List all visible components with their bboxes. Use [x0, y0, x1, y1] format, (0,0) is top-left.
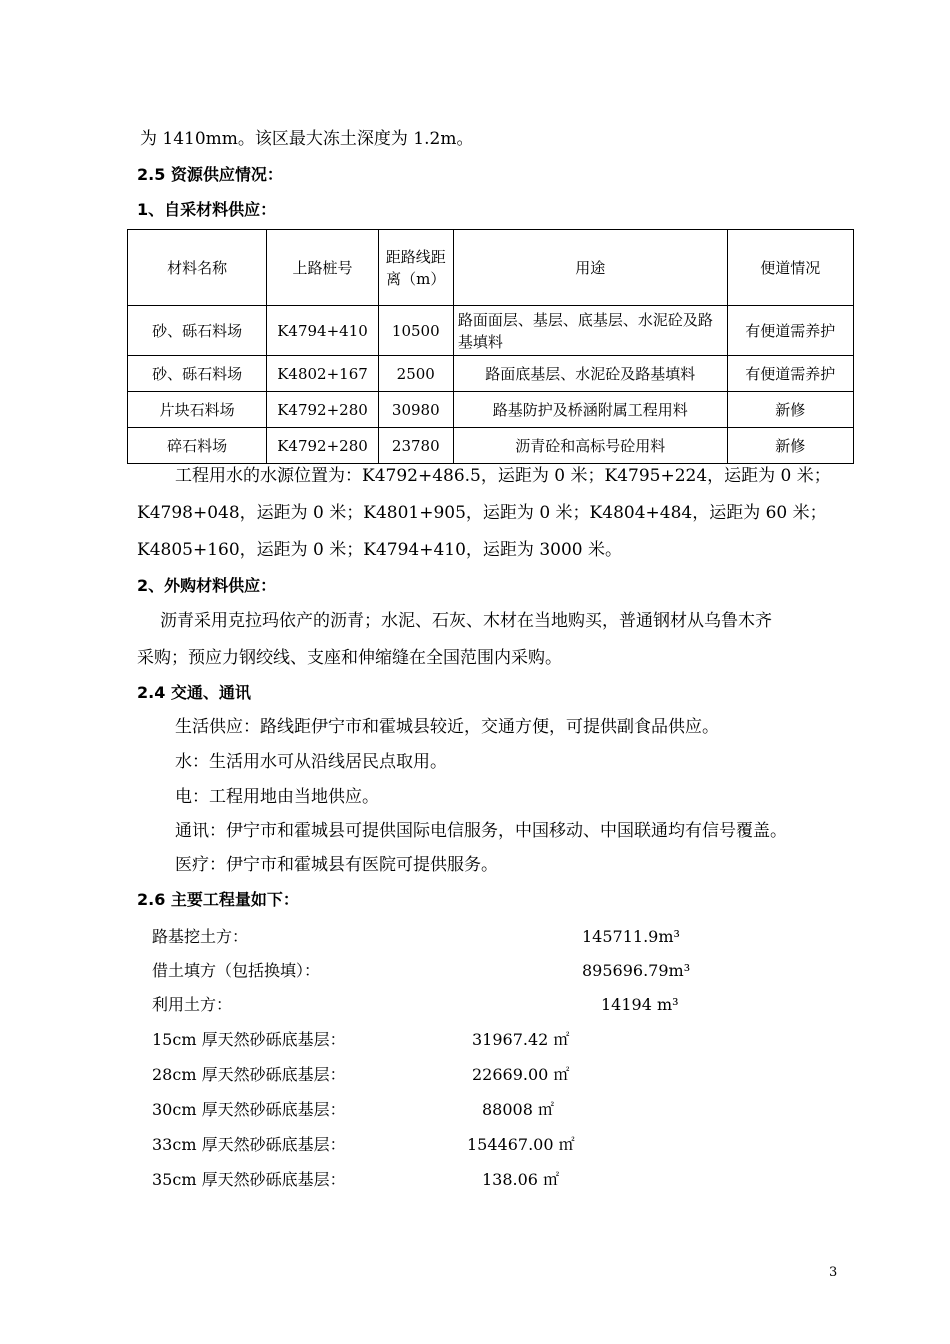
quantity-label: 28cm 厚天然砂砾底基层： — [152, 1065, 346, 1084]
table-row — [128, 428, 854, 464]
table-row — [128, 392, 854, 428]
table-cell: 有便道需养护 — [727, 306, 853, 356]
table-cell: 2500 — [378, 356, 453, 392]
traffic-line-medical: 医疗：伊宁市和霍城县有医院可提供服务。 — [175, 855, 498, 875]
table-cell: 10500 — [378, 306, 453, 356]
quantity-label: 利用土方： — [152, 995, 233, 1014]
table-cell: 路面面层、基层、底基层、水泥砼及路基填料 — [453, 306, 727, 356]
section-resource-heading: 2.5 资源供应情况： — [137, 165, 283, 184]
quantity-value: 14194 m³ — [601, 995, 679, 1014]
table-cell: 碎石料场 — [128, 428, 267, 464]
section-traffic-heading: 2.4 交通、通讯 — [137, 683, 251, 702]
table-cell: K4792+280 — [267, 392, 378, 428]
water-line-3: K4805+160，运距为 0 米；K4794+410，运距为 3000 米。 — [137, 540, 623, 560]
traffic-line-power: 电：工程用地由当地供应。 — [175, 787, 379, 807]
quantity-label: 路基挖土方： — [152, 927, 249, 946]
materials-table — [127, 229, 854, 464]
traffic-line-telecom: 通讯：伊宁市和霍城县可提供国际电信服务，中国移动、中国联通均有信号覆盖。 — [175, 821, 787, 841]
table-cell: 30980 — [378, 392, 453, 428]
table-cell: K4802+167 — [267, 356, 378, 392]
quantity-value: 138.06 ㎡ — [482, 1170, 560, 1189]
table-header-cell: 材料名称 — [128, 230, 267, 306]
quantity-value: 154467.00 ㎡ — [467, 1135, 575, 1154]
quantity-label: 15cm 厚天然砂砾底基层： — [152, 1030, 346, 1049]
table-cell: 砂、砾石料场 — [128, 356, 267, 392]
traffic-line-water: 水：生活用水可从沿线居民点取用。 — [175, 752, 447, 772]
table-cell: K4792+280 — [267, 428, 378, 464]
page-number: 3 — [829, 1265, 838, 1280]
sub-purchase-heading: 2、外购材料供应： — [137, 576, 277, 595]
table-cell: K4794+410 — [267, 306, 378, 356]
quantity-label: 35cm 厚天然砂砾底基层： — [152, 1170, 346, 1189]
table-cell: 片块石料场 — [128, 392, 267, 428]
traffic-line-supply: 生活供应：路线距伊宁市和霍城县较近，交通方便，可提供副食品供应。 — [175, 717, 719, 737]
table-header-cell: 距路线距离（m） — [378, 230, 453, 306]
sub-self-heading: 1、自采材料供应： — [137, 200, 277, 219]
water-line-1: 工程用水的水源位置为：K4792+486.5，运距为 0 米；K4795+224，运距为 0 米； — [175, 466, 831, 486]
table-cell: 砂、砾石料场 — [128, 306, 267, 356]
quantity-value: 895696.79m³ — [582, 961, 691, 980]
purchase-line-2: 采购；预应力钢绞线、支座和伸缩缝在全国范围内采购。 — [137, 648, 562, 668]
table-cell: 有便道需养护 — [727, 356, 853, 392]
quantity-value: 145711.9m³ — [582, 927, 680, 946]
table-cell: 路面底基层、水泥砼及路基填料 — [453, 356, 727, 392]
quantity-value: 31967.42 ㎡ — [472, 1030, 570, 1049]
water-line-2: K4798+048，运距为 0 米；K4801+905，运距为 0 米；K4804+484，运距为 60 米； — [137, 503, 827, 523]
quantity-value: 22669.00 ㎡ — [472, 1065, 570, 1084]
purchase-line-1: 沥青采用克拉玛依产的沥青；水泥、石灰、木材在当地购买，普通钢材从乌鲁木齐 — [160, 611, 772, 631]
table-cell: 新修 — [727, 428, 853, 464]
quantity-value: 88008 ㎡ — [482, 1100, 554, 1119]
table-cell: 路基防护及桥涵附属工程用料 — [453, 392, 727, 428]
quantity-label: 33cm 厚天然砂砾底基层： — [152, 1135, 346, 1154]
table-header-cell: 上路桩号 — [267, 230, 378, 306]
table-cell: 沥青砼和高标号砼用料 — [453, 428, 727, 464]
table-row — [128, 356, 854, 392]
table-header-row — [128, 230, 854, 306]
table-row — [128, 306, 854, 356]
table-cell: 23780 — [378, 428, 453, 464]
table-header-cell: 便道情况 — [727, 230, 853, 306]
section-quantity-heading: 2.6 主要工程量如下： — [137, 890, 299, 909]
table-header-cell: 用途 — [453, 230, 727, 306]
quantity-label: 30cm 厚天然砂砾底基层： — [152, 1100, 346, 1119]
table-cell: 新修 — [727, 392, 853, 428]
quantity-label: 借土填方（包括换填）： — [152, 961, 321, 980]
intro-line: 为 1410mm。该区最大冻土深度为 1.2m。 — [140, 129, 474, 149]
